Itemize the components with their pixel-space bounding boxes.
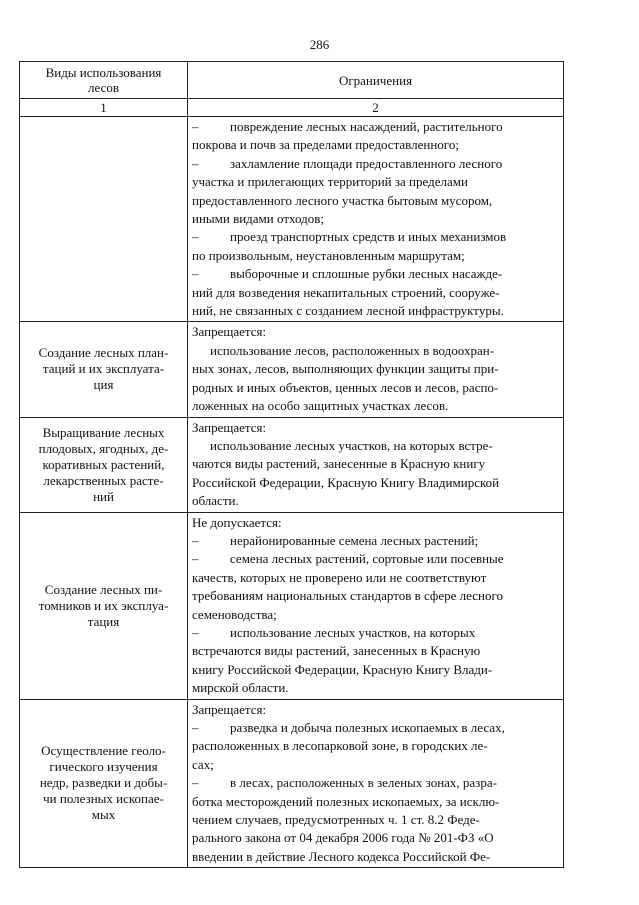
restriction-line [192, 606, 560, 624]
column-number-2: 2 [188, 99, 564, 117]
restriction-line [192, 829, 560, 847]
forest-use-type-line: Осуществление геоло- [41, 743, 166, 759]
restriction-line [192, 437, 560, 455]
restriction-line [192, 719, 560, 737]
list-dash: – [192, 532, 199, 548]
restriction-line [192, 661, 560, 679]
restriction-line [192, 492, 560, 510]
restriction-line [192, 811, 560, 829]
table-row [20, 322, 564, 417]
forest-use-type-line: Создание лесных план- [38, 345, 169, 361]
restriction-text: области. [192, 493, 239, 509]
restriction-text: выборочные и сплошные рубки лесных насажде- [230, 266, 503, 282]
forest-use-type-line: плодовых, ягодных, де- [38, 440, 169, 456]
list-dash: – [192, 551, 199, 567]
restriction-text: ботка месторождений полезных ископаемых, за исклю- [192, 793, 500, 809]
restriction-text: Российской Федерации, Красную Книгу Владимирской [192, 474, 500, 490]
restriction-line [192, 756, 560, 774]
forest-use-type-cell [20, 417, 188, 512]
restriction-text: покрова и почв за пределами предоставленного; [192, 137, 459, 153]
restriction-text: книгу Российской Федерации, Красную Книгу Влади- [192, 661, 493, 677]
list-dash: – [192, 266, 199, 282]
restriction-line [192, 587, 560, 605]
restriction-line [192, 192, 560, 210]
list-dash: – [192, 720, 199, 735]
restriction-line [192, 342, 560, 360]
restriction-text: Запрещается: [192, 324, 267, 340]
restriction-line [192, 514, 560, 532]
restriction-line [192, 360, 560, 378]
column-number-row [20, 99, 564, 117]
restriction-cell [188, 322, 564, 417]
header-restrictions: Ограничения [188, 62, 564, 99]
restriction-cell [188, 417, 564, 512]
restriction-text: участка и прилегающих территорий за пределами [192, 174, 468, 190]
list-dash: – [192, 155, 199, 171]
restriction-line [192, 624, 560, 642]
forest-use-type-cell [20, 699, 188, 868]
list-dash: – [192, 119, 199, 134]
restriction-text: ложенных на особо защитных участках лесов. [192, 398, 449, 414]
restriction-text: требованиям национальных стандартов в сфере лесного [192, 588, 503, 604]
restriction-text: рального закона от 04 декабря 2006 года № 201-ФЗ «О [192, 830, 494, 846]
restriction-cell [188, 117, 564, 322]
restriction-text: разведка и добыча полезных ископаемых в лесах, [230, 720, 505, 735]
restriction-line [192, 642, 560, 660]
restriction-text: чением случаев, предусмотренных ч. 1 ст. 8.2 Феде- [192, 812, 480, 828]
restrictions-table [19, 61, 564, 868]
forest-use-type-line: гического изучения [49, 759, 158, 775]
restriction-text: расположенных в лесопарковой зоне, в городских ле- [192, 738, 488, 754]
restriction-text: в лесах, расположенных в зеленых зонах, разра- [230, 775, 497, 791]
restriction-line [192, 228, 560, 246]
restriction-text: иными видами отходов; [192, 211, 324, 227]
restriction-line [192, 679, 560, 697]
restriction-text: предоставленного лесного участка бытовым мусором, [192, 192, 493, 208]
forest-use-type-cell [20, 322, 188, 417]
table-row [20, 417, 564, 512]
restriction-text: захламление площади предоставленного лесного [230, 155, 503, 171]
restriction-text: Запрещается: [192, 419, 267, 435]
restriction-line [192, 247, 560, 265]
restriction-line [192, 419, 560, 437]
restriction-line [192, 379, 560, 397]
list-dash: – [192, 624, 199, 640]
restriction-line [192, 118, 560, 136]
restriction-line [192, 302, 560, 320]
restriction-text: качеств, которых не проверено или не соответствуют [192, 569, 487, 585]
restriction-text: проезд транспортных средств и иных механизмов [230, 229, 507, 245]
forest-use-type-line: тация [87, 613, 120, 629]
restriction-text: ний для возведения некапитальных строений, сооруже- [192, 284, 500, 300]
restriction-line [192, 265, 560, 283]
restriction-line [192, 848, 560, 866]
table-row [20, 699, 564, 868]
forest-use-type-line: ция [93, 377, 114, 393]
forest-use-type-line: недр, разведки и добы- [39, 775, 168, 791]
restriction-text: семеноводства; [192, 606, 277, 622]
restriction-text: использование лесов, расположенных в водоохран- [210, 342, 495, 358]
restriction-text: повреждение лесных насаждений, растительного [230, 119, 503, 134]
restriction-cell [188, 699, 564, 868]
restriction-cell [188, 512, 564, 699]
forest-use-type-line: томников и их эксплуа- [38, 597, 169, 613]
restriction-line [192, 532, 560, 550]
restriction-text: нерайонированные семена лесных растений; [230, 532, 479, 548]
list-dash: – [192, 229, 199, 245]
forest-use-type-line: таций и их эксплуата- [42, 361, 165, 377]
restriction-line [192, 210, 560, 228]
restriction-text: чаются виды растений, занесенные в Красную книгу [192, 456, 486, 472]
header-line: лесов [88, 80, 119, 95]
forest-use-type-line: коративных растений, [42, 456, 165, 472]
restriction-text: использование лесных участков, на которых [230, 624, 476, 640]
header-line: Виды использования [45, 65, 162, 80]
restriction-text: встречаются виды растений, занесенных в Красную [192, 643, 481, 659]
restriction-text: Не допускается: [192, 514, 282, 530]
forest-use-type-line: Выращивание лесных [42, 424, 165, 440]
column-number-1: 1 [20, 99, 188, 117]
header-forest-use-types [20, 62, 188, 99]
restriction-text: семена лесных растений, сортовые или посевные [230, 551, 504, 567]
list-dash: – [192, 775, 199, 791]
restriction-line [192, 550, 560, 568]
restriction-line [192, 155, 560, 173]
restriction-text: сах; [192, 756, 214, 772]
restriction-text: ных зонах, лесов, выполняющих функции защиты при- [192, 361, 499, 377]
restriction-line [192, 569, 560, 587]
restriction-line [192, 474, 560, 492]
forest-use-type-line: чи полезных ископае- [43, 791, 164, 807]
forest-use-type-line: ний [93, 488, 114, 504]
restriction-text: ний, не связанных с созданием лесной инфраструктуры. [192, 303, 504, 319]
forest-use-type-line: Создание лесных пи- [44, 581, 163, 597]
table-header-row [20, 62, 564, 99]
restriction-text: родных и иных объектов, ценных лесов и лесов, распо- [192, 379, 499, 395]
restriction-text: введении в действие Лесного кодекса Российской Фе- [192, 848, 491, 864]
table-row [20, 117, 564, 322]
restriction-line [192, 323, 560, 341]
table-row [20, 512, 564, 699]
forest-use-type-line: мых [91, 807, 116, 823]
restriction-text: мирской области. [192, 680, 289, 696]
restriction-text: по произвольным, неустановленным маршрутам; [192, 247, 465, 263]
restriction-line [192, 136, 560, 154]
restriction-line [192, 793, 560, 811]
forest-use-type-cell [20, 512, 188, 699]
restriction-line [192, 737, 560, 755]
page-number: 286 [309, 37, 330, 52]
restriction-text: Запрещается: [192, 701, 267, 717]
forest-use-type-cell [20, 117, 188, 322]
forest-use-type-line: лекарственных расте- [43, 472, 164, 488]
restriction-line [192, 173, 560, 191]
restriction-line [192, 455, 560, 473]
restriction-line [192, 397, 560, 415]
restriction-text: использование лесных участков, на которых встре- [210, 437, 493, 453]
restriction-line [192, 701, 560, 719]
restriction-line [192, 774, 560, 792]
restriction-line [192, 284, 560, 302]
